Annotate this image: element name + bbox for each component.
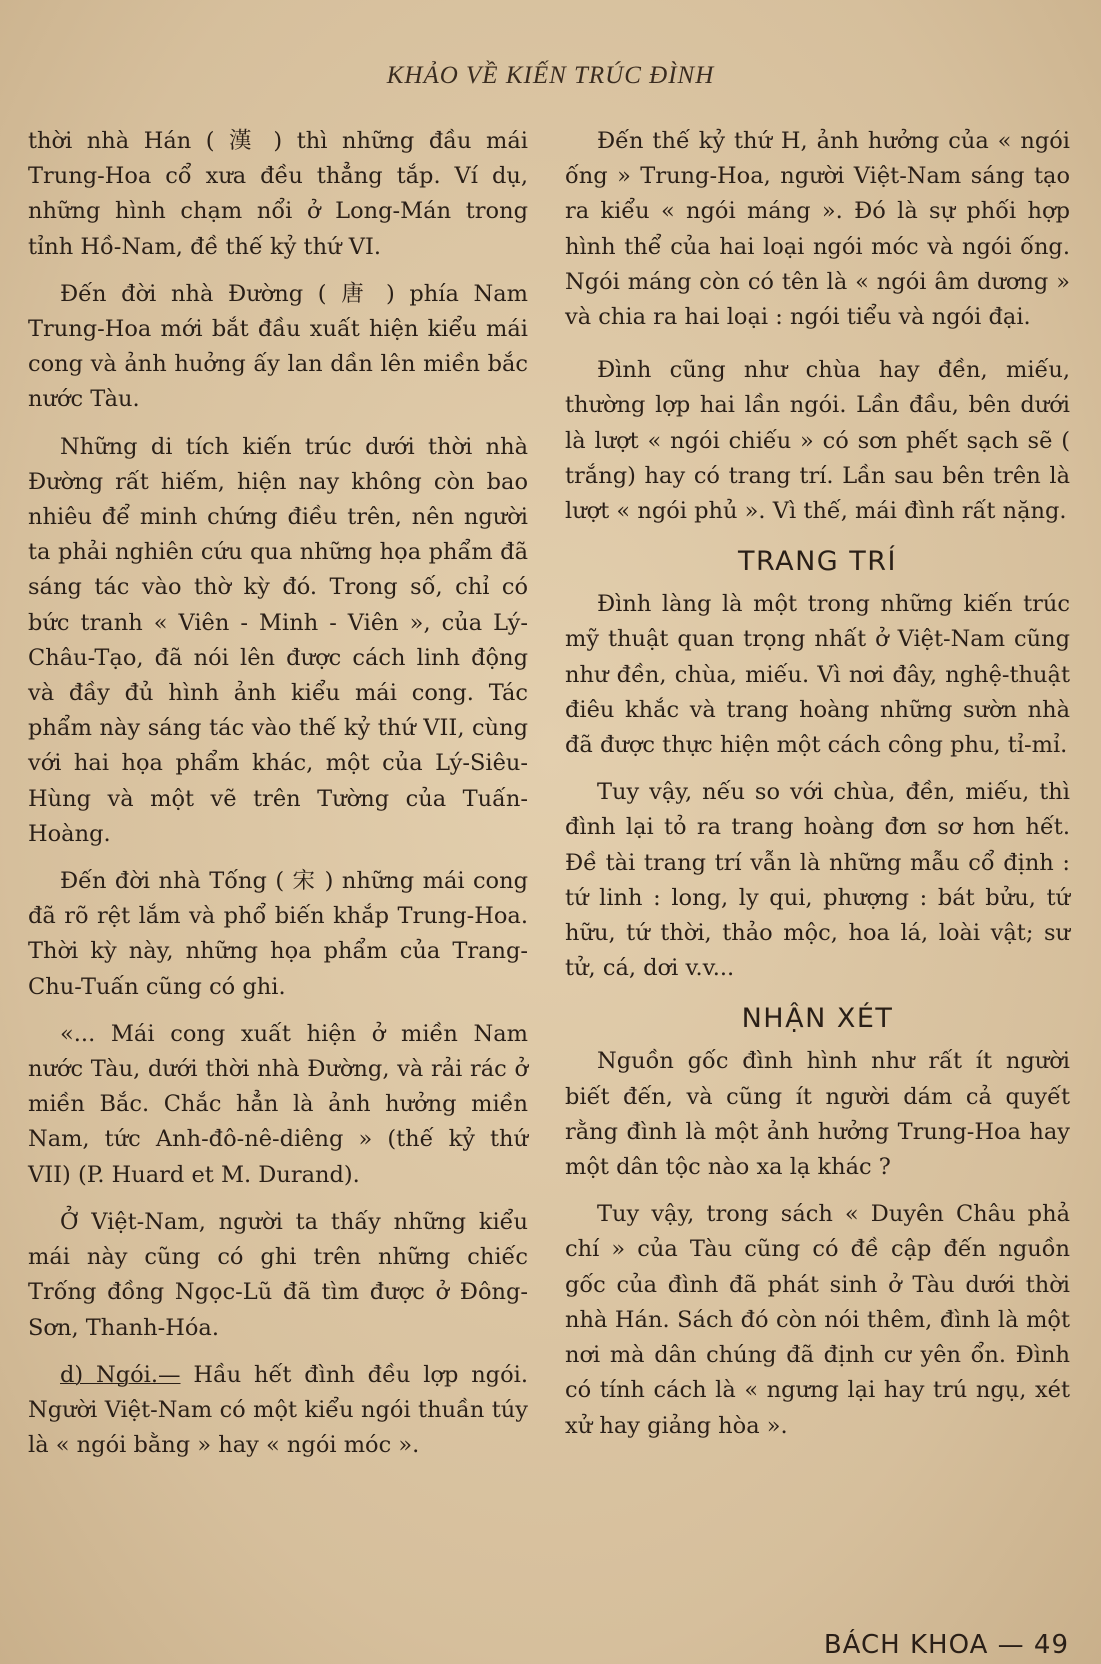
magazine-name: BÁCH KHOA —: [823, 1630, 1025, 1660]
quote-paragraph: «... Mái cong xuất hiện ở miền Nam nước Tàu, dưới thời nhà Đường, và rải rác ở miền Bắc. Chắc hẳn là ảnh hưởng miền Nam, tức Anh-đô-nê-diêng » (thế kỷ thứ VII) (P. Huard et M. Durand).: [28, 1020, 528, 1188]
paragraph: Đến đời nhà Đường ( 唐 ) phía Nam Trung-Hoa mới bắt đầu xuất hiện kiểu mái cong và ảnh huởng ấy lan dần lên miền bắc nước Tàu.: [28, 280, 528, 413]
subsection-label: d) Ngói.—: [60, 1361, 181, 1388]
section-heading-trang-tri: TRANG TRÍ: [737, 546, 898, 578]
left-column: [28, 124, 528, 1475]
page-number: 49: [1033, 1630, 1069, 1660]
paragraph: Đình làng là một trong những kiến trúc mỹ thuật quan trọng nhất ở Việt-Nam cũng như đền, chùa, miếu. Vì nơi đây, nghệ-thuật điêu khắc và trang hoàng những sườn nhà đã được thực hiện một cách công phu, tỉ-mỉ.: [565, 591, 1070, 759]
paragraph: Ở Việt-Nam, người ta thấy những kiểu mái này cũng có ghi trên những chiếc Trống đồng Ngọc-Lũ đã tìm được ở Đông-Sơn, Thanh-Hóa.: [28, 1208, 528, 1341]
paragraph: Đến đời nhà Tống ( 宋 ) những mái cong đã rõ rệt lắm và phổ biến khắp Trung-Hoa. Thời kỳ này, những họa phẩm của Trang-Chu-Tuấn cũng có ghi.: [28, 868, 528, 1000]
paragraph-text: Hầu hết đình đều lợp ngói. Người Việt-Nam có một kiểu ngói thuần túy là « ngói bằng » hay « ngói móc ».: [28, 1361, 528, 1459]
page-footer: [824, 1630, 1069, 1660]
paragraph-ngoi: [28, 1358, 528, 1464]
paragraph: thời nhà Hán ( 漢 ) thì những đầu mái Trung-Hoa cổ xưa đều thẳng tắp. Ví dụ, những hình chạm nổi ở Long-Mán trong tỉnh Hồ-Nam, đề thế kỷ thứ VI.: [28, 128, 528, 260]
paragraph: Đến thế kỷ thứ H, ảnh hưởng của « ngói ống » Trung-Hoa, người Việt-Nam sáng tạo ra kiểu « ngói máng ». Đó là sự phối hợp hình thể của hai loại ngói móc và ngói ống. Ngói máng còn có tên là « ngói âm dương » và chia ra hai loại : ngói tiểu và ngói đại.: [565, 128, 1070, 331]
right-column: [565, 124, 1070, 1456]
running-title: KHẢO VỀ KIẾN TRÚC ĐÌNH: [386, 62, 715, 89]
paragraph: Tuy vậy, nếu so với chùa, đền, miếu, thì đình lại tỏ ra trang hoàng đơn sơ hơn hết. Đề tài trang trí vẫn là những mẫu cổ định : tứ linh : long, ly qui, phượng : bát bửu, tứ hữu, tứ thời, thảo mộc, hoa lá, loài vật; sư tử, cá, dơi v.v...: [565, 779, 1070, 982]
paragraph: Những di tích kiến trúc dưới thời nhà Đường rất hiếm, hiện nay không còn bao nhiêu để minh chứng điều trên, nên người ta phải nghiên cứu qua những họa phẩm đã sáng tác vào thờ kỳ đó. Trong số, chỉ có bức tranh « Viên - Minh - Viên », của Lý-Châu-Tạo, đã nói lên được cách linh động và đầy đủ hình ảnh kiểu mái cong. Tác phẩm này sáng tác vào thế kỷ thứ VII, cùng với hai họa phẩm khác, một của Lý-Siêu-Hùng và một vẽ trên Tường của Tuấn-Hoàng.: [28, 433, 528, 847]
paragraph: Đình cũng như chùa hay đền, miếu, thường lợp hai lần ngói. Lần đầu, bên dưới là lượt « ngói chiếu » có sơn phết sạch sẽ ( trắng) hay có trang trí. Lần sau bên trên là lượt « ngói phủ ». Vì thế, mái đình rất nặng.: [565, 357, 1070, 525]
paragraph: Tuy vậy, trong sách « Duyên Châu phả chí » của Tàu cũng có đề cập đến nguồn gốc của đình đã phát sinh ở Tàu dưới thời nhà Hán. Sách đó còn nói thêm, đình là một nơi mà dân chúng đã định cư yên ổn. Đình có tính cách là « ngưng lại hay trú ngụ, xét xử hay giảng hòa ».: [565, 1201, 1070, 1439]
paragraph: Nguồn gốc đình hình như rất ít người biết đến, và cũng ít người dám cả quyết rằng đình là một ảnh hưởng Trung-Hoa hay một dân tộc nào xa lạ khác ?: [565, 1048, 1070, 1181]
section-heading-nhan-xet: NHẬN XÉT: [741, 1003, 894, 1035]
